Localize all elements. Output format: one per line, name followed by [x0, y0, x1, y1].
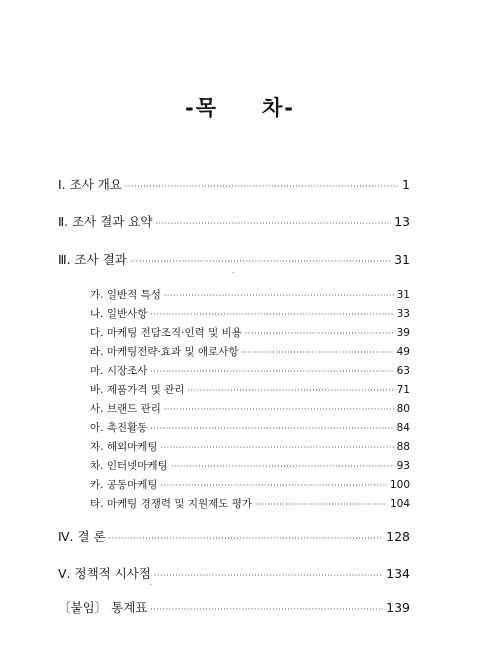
toc-page-number: 63: [396, 365, 410, 377]
dot-leader: [242, 348, 394, 357]
scan-speck: [232, 272, 234, 273]
toc-subsection-ta[interactable]: [90, 496, 410, 511]
toc-label: Ⅴ. 정책적 시사점: [58, 566, 151, 581]
toc-label: 카. 공동마케팅: [90, 479, 158, 491]
dot-leader: [188, 386, 394, 395]
dot-leader: [245, 329, 394, 338]
dot-leader: [164, 405, 394, 414]
toc-page-number: 39: [396, 327, 410, 339]
title-left: -목: [184, 96, 218, 120]
toc-label: 타. 마케팅 경쟁력 및 지원제도 평가: [90, 498, 253, 510]
toc-page-number: 104: [389, 498, 410, 510]
toc-section-4[interactable]: [58, 527, 410, 545]
dot-leader: [150, 310, 393, 319]
toc-label: 다. 마케팅 전담조직·인력 및 비용: [90, 327, 242, 339]
toc-page-number: 100: [389, 479, 410, 491]
dot-leader: [150, 367, 393, 376]
dot-leader: [125, 182, 399, 191]
toc-label: 나. 일반사항: [90, 308, 148, 320]
toc-page-number: 33: [396, 308, 410, 320]
toc-subsection-sa[interactable]: [90, 401, 410, 416]
toc-label: 아. 촉진활동: [90, 422, 148, 434]
dot-leader: [150, 424, 393, 433]
toc-label: 라. 마케팅전략·효과 및 애로사항: [90, 346, 239, 358]
toc-label: Ⅳ. 결 론: [58, 529, 106, 544]
toc-page-number: 84: [396, 422, 410, 434]
scan-speck: [150, 584, 152, 585]
toc-page-number: 139: [386, 600, 410, 615]
toc-page-number: 128: [386, 529, 410, 544]
toc-page-number: 134: [386, 566, 410, 581]
toc-label: 사. 브랜드 관리: [90, 403, 161, 415]
toc-label: Ⅰ. 조사 개요: [58, 177, 122, 192]
toc-subsection-ra[interactable]: [90, 344, 410, 359]
toc-section-5[interactable]: [58, 564, 410, 582]
title-right: 차-: [262, 96, 296, 120]
toc-subsection-a[interactable]: [90, 420, 410, 435]
toc-subsection-da[interactable]: [90, 325, 410, 340]
toc-page-number: 31: [394, 252, 410, 267]
toc-label: 자. 해외마케팅: [90, 441, 158, 453]
dot-leader: [161, 443, 394, 452]
dot-leader: [109, 534, 384, 543]
toc-label: Ⅱ. 조사 결과 요약: [58, 214, 153, 229]
toc-subsection-ga[interactable]: [90, 287, 410, 302]
dot-leader: [130, 257, 391, 266]
dot-leader: [255, 500, 387, 509]
toc-subsection-ja[interactable]: [90, 439, 410, 454]
dot-leader: [156, 219, 392, 228]
toc-label: 차. 인터넷마케팅: [90, 460, 168, 472]
toc-label: Ⅲ. 조사 결과: [58, 252, 127, 267]
toc-page-number: 1: [402, 177, 410, 192]
dot-leader: [150, 605, 383, 614]
toc-section-1[interactable]: [58, 175, 410, 193]
toc-page-number: 88: [396, 441, 410, 453]
toc-subsection-ka[interactable]: [90, 477, 410, 492]
page-title: [0, 92, 480, 122]
toc-subsection-ba[interactable]: [90, 382, 410, 397]
toc-label: 가. 일반적 특성: [90, 289, 161, 301]
toc-page-number: 31: [396, 289, 410, 301]
toc-section-3[interactable]: [58, 250, 410, 268]
dot-leader: [171, 462, 394, 471]
toc-page-number: 80: [396, 403, 410, 415]
toc-appendix[interactable]: [58, 598, 410, 616]
dot-leader: [154, 571, 383, 580]
toc-subsection-na[interactable]: [90, 306, 410, 321]
dot-leader: [164, 291, 394, 300]
toc-page-number: 13: [394, 214, 410, 229]
toc-page-number: 71: [396, 384, 410, 396]
toc-label: 〔붙임〕 통계표: [58, 600, 148, 615]
toc-section-2[interactable]: [58, 212, 410, 230]
toc-subsection-cha[interactable]: [90, 458, 410, 473]
dot-leader: [161, 481, 387, 490]
toc-label: 바. 제품가격 및 관리: [90, 384, 185, 396]
toc-page-number: 93: [396, 460, 410, 472]
toc-subsection-ma[interactable]: [90, 363, 410, 378]
toc-label: 마. 시장조사: [90, 365, 148, 377]
toc-page-number: 49: [396, 346, 410, 358]
